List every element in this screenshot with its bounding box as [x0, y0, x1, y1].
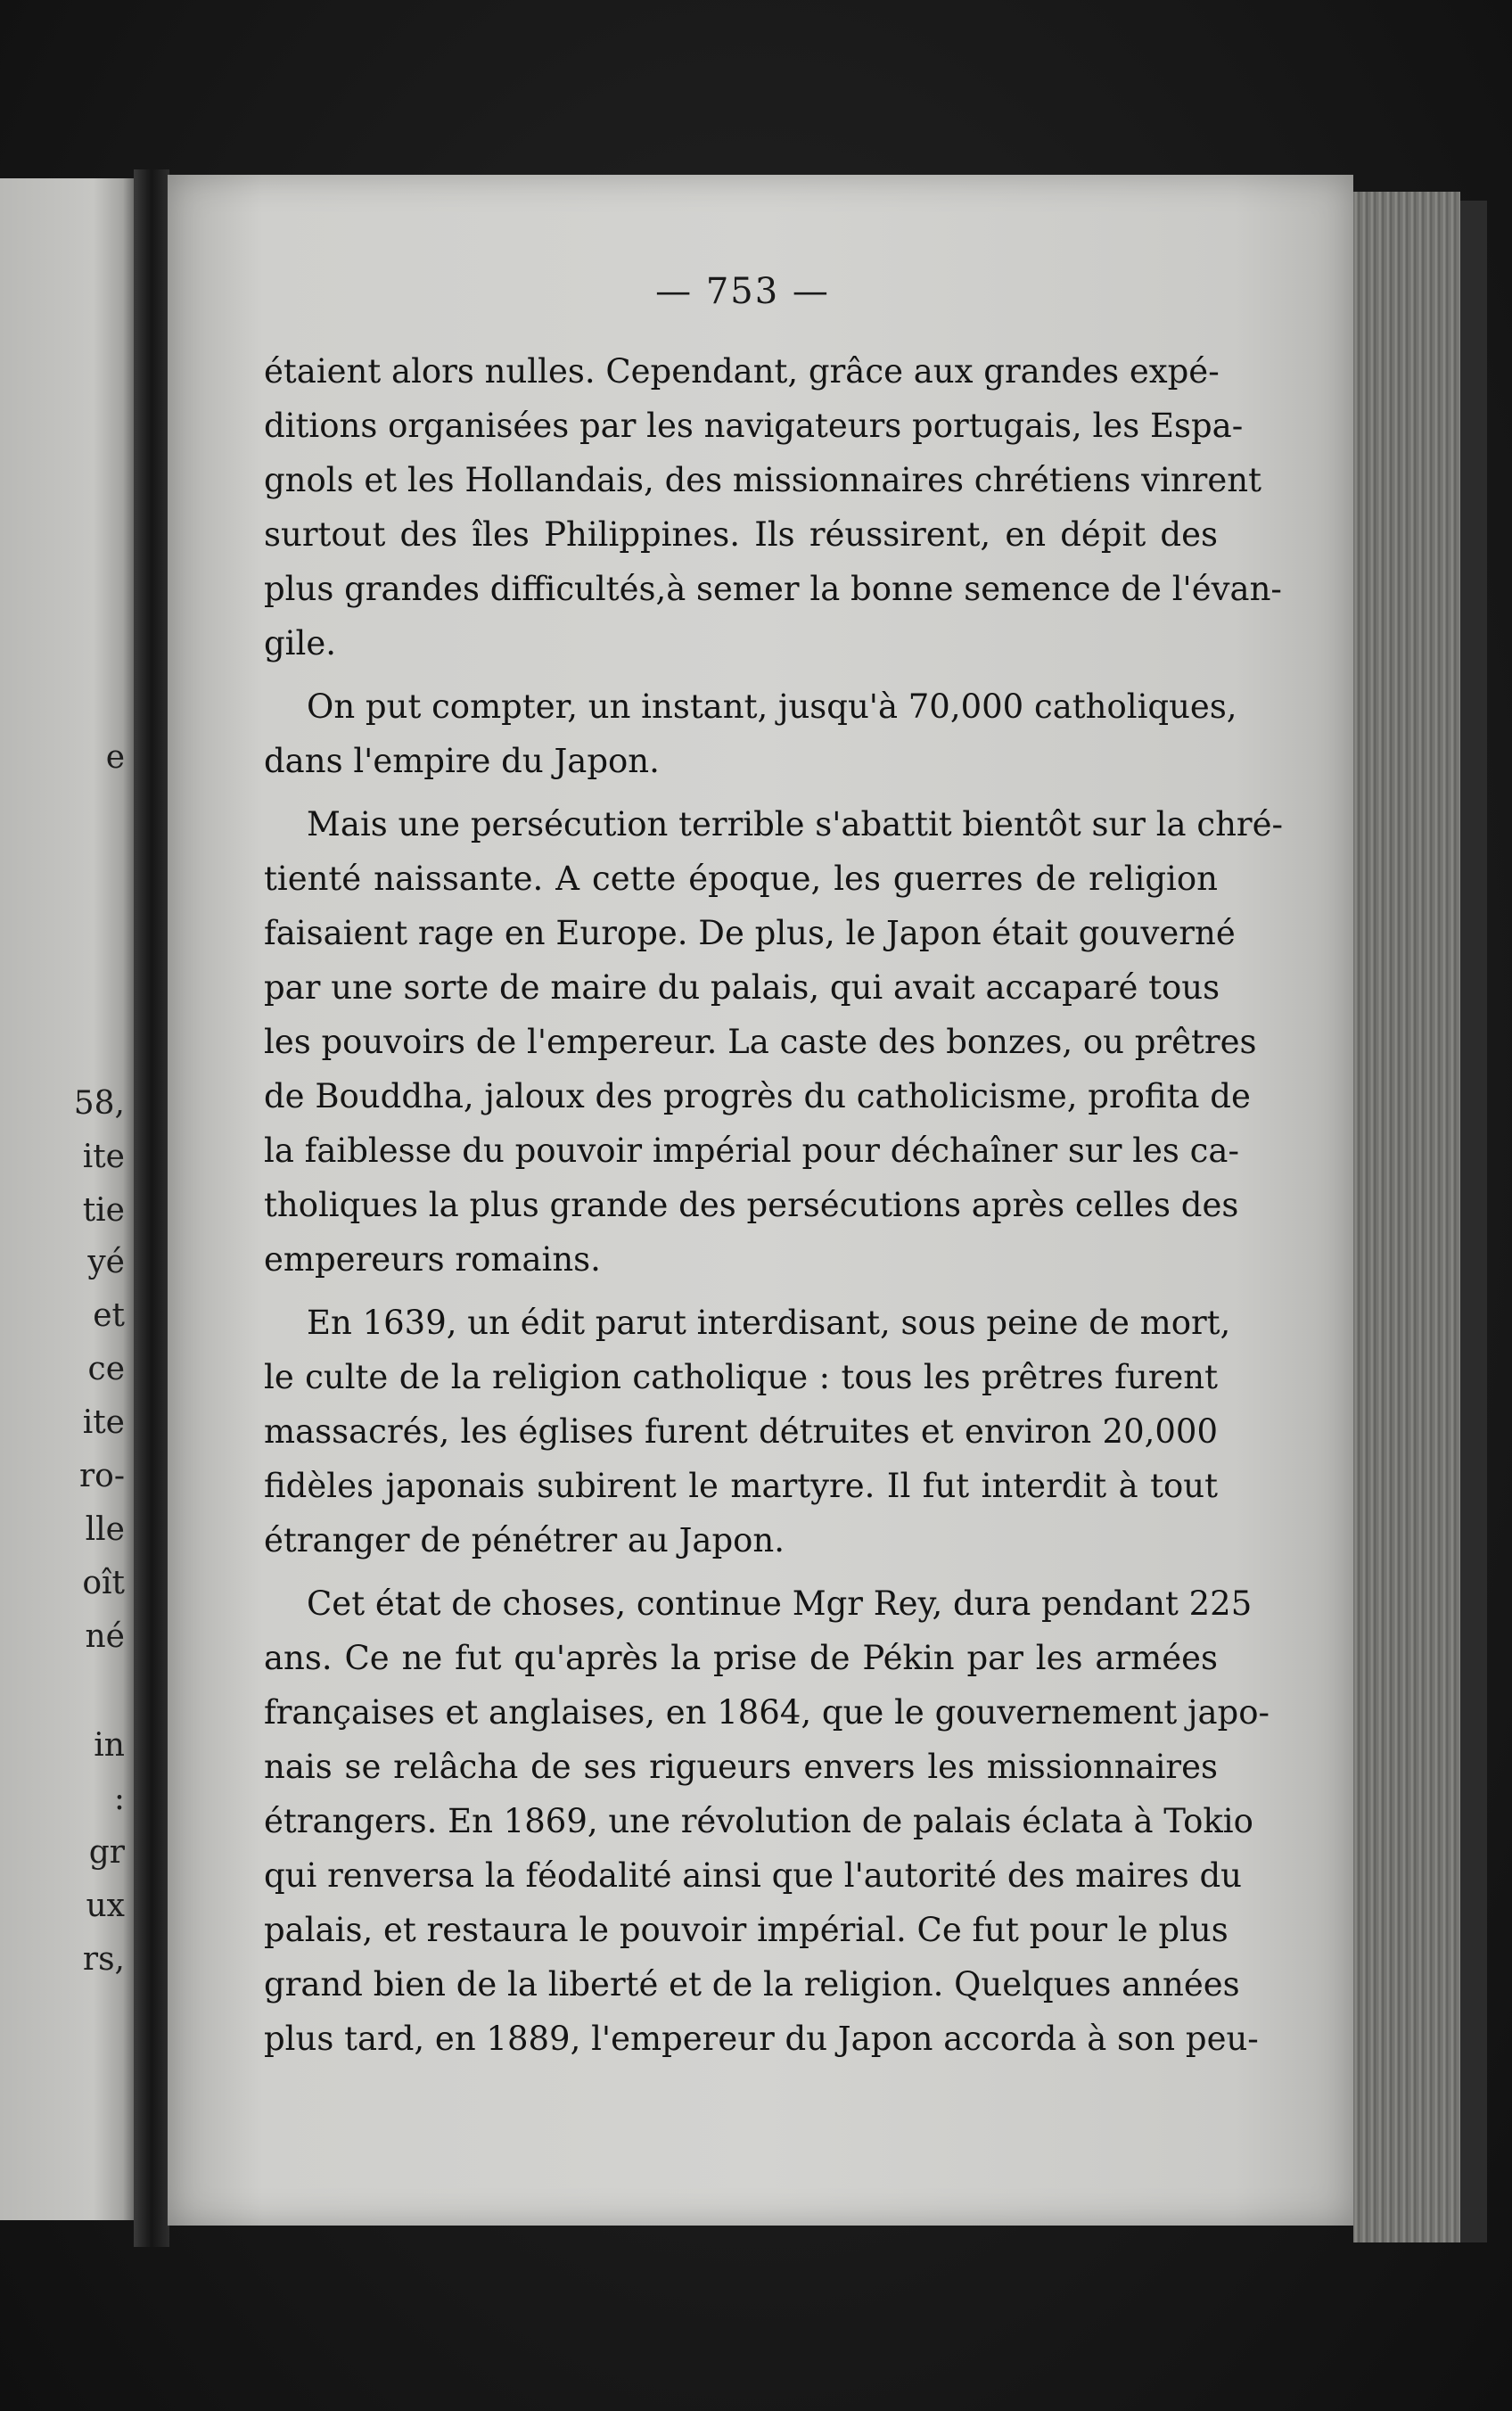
text-line: plus grandes difficultés,à semer la bonne semence de l'évan- — [264, 570, 1282, 608]
facing-page-fragment: ro- — [78, 1458, 125, 1494]
text-line: massacrés, les églises furent détruites et environ 20,000 — [264, 1412, 1218, 1451]
facing-page-fragment: gr — [88, 1834, 125, 1871]
paragraph — [264, 679, 1237, 788]
text-line: ditions organisées par les navigateurs portugais, les Espa- — [264, 407, 1244, 445]
book-page — [168, 175, 1353, 2226]
facing-page-fragment: oît — [82, 1565, 125, 1601]
text-line: françaises et anglaises, en 1864, que le gouvernement japo- — [264, 1693, 1270, 1732]
text-line: palais, et restaura le pouvoir impérial. Ce fut pour le plus — [264, 1911, 1228, 1949]
facing-page-fragment: rs, — [82, 1941, 125, 1978]
text-line: faisaient rage en Europe. De plus, le Japon était gouverné — [264, 914, 1236, 952]
text-line: Mais une persécution terrible s'abattit bientôt sur la chré- — [307, 805, 1284, 843]
text-line: étaient alors nulles. Cependant, grâce aux grandes expé- — [264, 352, 1220, 391]
facing-page — [0, 178, 134, 2220]
facing-page-fragment: et — [93, 1297, 125, 1334]
text-line: ans. Ce ne fut qu'après la prise de Pékin par les armées — [264, 1639, 1218, 1677]
paragraph — [264, 1576, 1270, 2066]
text-line: Cet état de choses, continue Mgr Rey, dura pendant 225 — [307, 1584, 1253, 1623]
facing-page-fragment: ite — [82, 1139, 125, 1175]
book-cover-edge — [1460, 201, 1487, 2242]
page-number: — 753 — — [655, 271, 830, 312]
book-gutter — [134, 169, 169, 2247]
text-line: qui renversa la féodalité ainsi que l'autorité des maires du — [264, 1856, 1242, 1895]
text-line: la faiblesse du pouvoir impérial pour déchaîner sur les ca- — [264, 1131, 1239, 1170]
text-line: surtout des îles Philippines. Ils réussirent, en dépit des — [264, 515, 1218, 554]
body-text — [264, 344, 1284, 2066]
facing-page-fragment: tie — [82, 1192, 125, 1229]
text-line: étranger de pénétrer au Japon. — [264, 1521, 785, 1559]
text-line: empereurs romains. — [264, 1240, 601, 1279]
text-line: tholiques la plus grande des persécutions après celles des — [264, 1186, 1239, 1224]
facing-page-fragment: lle — [85, 1511, 125, 1548]
text-line: gnols et les Hollandais, des missionnaires chrétiens vinrent — [264, 461, 1261, 499]
facing-page-fragment: né — [85, 1618, 125, 1655]
text-line: gile. — [264, 624, 337, 662]
facing-page-fragment: ce — [87, 1351, 125, 1387]
facing-page-fragment: in — [94, 1727, 125, 1764]
paragraph — [264, 344, 1282, 671]
text-line: En 1639, un édit parut interdisant, sous peine de mort, — [307, 1304, 1231, 1342]
text-line: On put compter, un instant, jusqu'à 70,000 catholiques, — [307, 687, 1237, 726]
text-line: dans l'empire du Japon. — [264, 742, 660, 780]
paragraph — [264, 797, 1284, 1287]
text-line: nais se relâcha de ses rigueurs envers les missionnaires — [264, 1748, 1218, 1786]
text-line: tienté naissante. A cette époque, les guerres de religion — [264, 860, 1218, 898]
text-line: plus tard, en 1889, l'empereur du Japon accorda à son peu- — [264, 2020, 1259, 2058]
text-line: les pouvoirs de l'empereur. La caste des bonzes, ou prêtres — [264, 1023, 1257, 1061]
text-line: le culte de la religion catholique : tous les prêtres furent — [264, 1358, 1218, 1396]
facing-page-fragment: ite — [82, 1404, 125, 1441]
text-line: par une sorte de maire du palais, qui avait accaparé tous — [264, 968, 1220, 1007]
page-edges — [1353, 192, 1460, 2242]
text-line: de Bouddha, jaloux des progrès du catholicisme, profita de — [264, 1077, 1251, 1115]
paragraph — [264, 1296, 1231, 1568]
facing-page-fragment: : — [113, 1781, 125, 1817]
facing-page-fragment: yé — [87, 1244, 125, 1280]
text-line: étrangers. En 1869, une révolution de palais éclata à Tokio — [264, 1802, 1253, 1840]
facing-page-fragment: e — [105, 739, 125, 776]
text-line: fidèles japonais subirent le martyre. Il fut interdit à tout — [264, 1467, 1218, 1505]
text-line: grand bien de la liberté et de la religion. Quelques années — [264, 1965, 1240, 2004]
facing-page-fragment: ux — [86, 1888, 125, 1924]
facing-page-fragment: 58, — [73, 1085, 125, 1122]
